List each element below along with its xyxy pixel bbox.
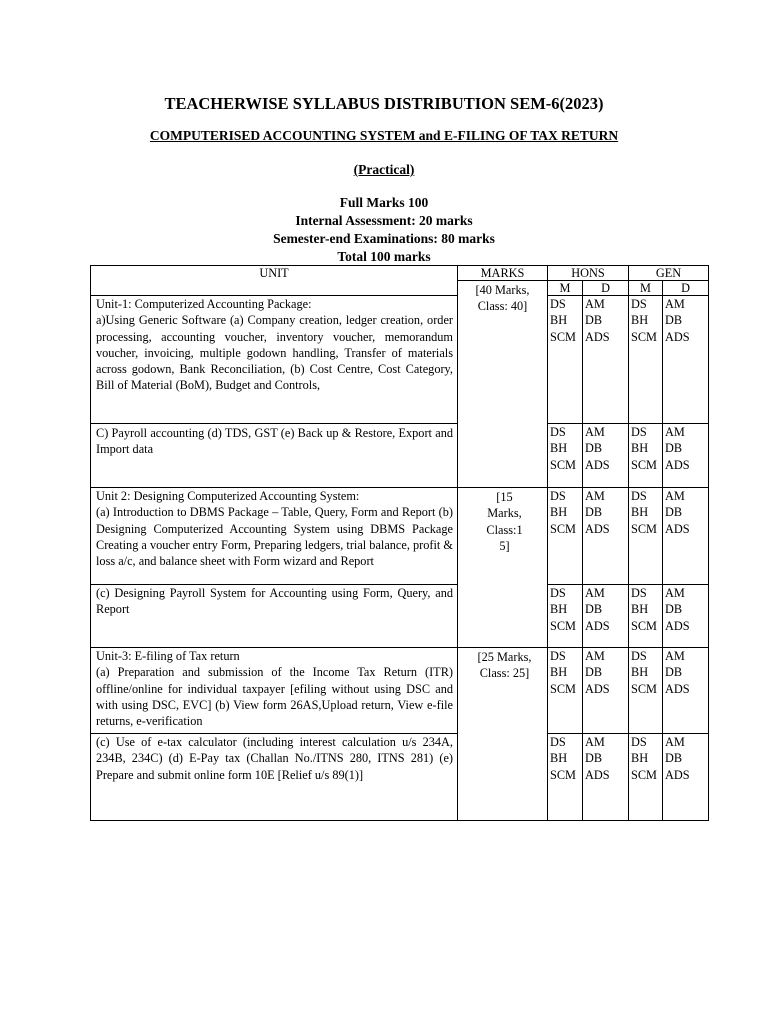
teacher-initials: BH	[550, 751, 568, 766]
teacher-cell	[583, 648, 629, 734]
unit-description: (a) Introduction to DBMS Package – Table, Query, Form and Report (b) Designing Computerized Accounting System using DBMS Package Creating a voucher entry Form, Preparing ledgers, trial balance, profit & loss a/c, and balance sheet with Form wizard and Report	[96, 505, 453, 569]
col-header-gen: GEN	[629, 266, 709, 281]
syllabus-table	[90, 265, 709, 821]
teacher-cell	[663, 648, 709, 734]
teacher-cell	[548, 296, 583, 424]
table-header-row	[91, 266, 709, 281]
teacher-initials: ADS	[585, 329, 610, 344]
teacher-initials: DS	[550, 297, 566, 311]
teacher-cell	[583, 424, 629, 488]
teacher-initials: AM	[665, 425, 685, 439]
teacher-initials: DS	[550, 735, 566, 749]
teacher-initials: SCM	[550, 618, 576, 633]
paper-type: (Practical)	[353, 162, 415, 177]
unit-description: C) Payroll accounting (d) TDS, GST (e) Back up & Restore, Export and Import data	[96, 426, 453, 457]
teacher-initials: DB	[585, 602, 603, 617]
teacher-initials: DS	[550, 489, 566, 503]
teacher-initials: ADS	[665, 618, 690, 633]
teacher-initials: DB	[585, 665, 603, 680]
teacher-cell	[663, 585, 709, 648]
unit-title: Unit-1: Computerized Accounting Package:	[96, 297, 312, 311]
col-header-hons-d: D	[583, 281, 629, 296]
teacher-initials: SCM	[631, 521, 657, 536]
teacher-initials: DB	[585, 751, 603, 766]
teacher-initials: DB	[665, 313, 683, 328]
unit-title: Unit 2: Designing Computerized Accounting System:	[96, 489, 360, 503]
teacher-initials: DS	[631, 586, 647, 600]
teacher-initials: SCM	[631, 618, 657, 633]
teacher-cell	[583, 585, 629, 648]
col-header-hons-m: M	[548, 281, 583, 296]
teacher-initials: BH	[631, 505, 649, 520]
total-marks: Total 100 marks	[337, 249, 431, 264]
teacher-initials: DB	[585, 505, 603, 520]
teacher-cell	[548, 734, 583, 821]
teacher-cell	[629, 488, 663, 585]
teacher-initials: DS	[631, 297, 647, 311]
teacher-initials: BH	[631, 665, 649, 680]
teacher-initials: ADS	[585, 521, 610, 536]
teacher-initials: BH	[550, 313, 568, 328]
teacher-initials: BH	[631, 441, 649, 456]
unit-description: (a) Preparation and submission of the Income Tax Return (ITR) offline/online for individual taxpayer [efiling without using DSC and with using DSC, EVC] (b) View form 26AS,Upload return, View e-file returns, e-verification	[96, 665, 453, 729]
teacher-initials: AM	[665, 649, 685, 663]
unit-cell	[91, 585, 458, 648]
teacher-initials: SCM	[631, 767, 657, 782]
table-row	[91, 585, 709, 648]
semester-end-exam: Semester-end Examinations: 80 marks	[273, 231, 495, 246]
teacher-initials: SCM	[550, 521, 576, 536]
teacher-initials: SCM	[550, 329, 576, 344]
teacher-initials: DS	[631, 425, 647, 439]
document-title: TEACHERWISE SYLLABUS DISTRIBUTION SEM-6(2023)	[164, 94, 604, 113]
teacher-initials: AM	[665, 297, 685, 311]
col-header-hons: HONS	[548, 266, 629, 281]
teacher-cell	[663, 424, 709, 488]
teacher-initials: DB	[665, 602, 683, 617]
teacher-cell	[629, 734, 663, 821]
teacher-initials: DS	[631, 649, 647, 663]
unit-title: Unit-3: E-filing of Tax return	[96, 649, 240, 663]
unit-description: a)Using Generic Software (a) Company creation, ledger creation, order processing, accounting voucher, inventory voucher, memorandum voucher, invoicing, multiple godown handling, Transfer of materials across godown, Bank Reconciliation, (b) Cost Centre, Cost Category, Bill of Material (BoM), Budget and Controls,	[96, 313, 453, 393]
teacher-cell	[629, 585, 663, 648]
teacher-cell	[548, 488, 583, 585]
teacher-initials: ADS	[585, 457, 610, 472]
teacher-initials: ADS	[665, 767, 690, 782]
teacher-initials: BH	[550, 665, 568, 680]
teacher-initials: BH	[631, 313, 649, 328]
teacher-cell	[583, 296, 629, 424]
col-header-gen-d: D	[663, 281, 709, 296]
table-row	[91, 296, 709, 424]
teacher-initials: DB	[585, 441, 603, 456]
teacher-initials: SCM	[631, 457, 657, 472]
teacher-initials: AM	[585, 649, 605, 663]
teacher-initials: DS	[550, 586, 566, 600]
unit-cell	[91, 296, 458, 424]
teacher-initials: AM	[585, 586, 605, 600]
subject-title: COMPUTERISED ACCOUNTING SYSTEM and E-FILING OF TAX RETURN	[149, 128, 619, 143]
teacher-initials: AM	[585, 297, 605, 311]
teacher-initials: ADS	[585, 681, 610, 696]
unit-cell	[91, 488, 458, 585]
teacher-initials: DS	[550, 649, 566, 663]
teacher-initials: ADS	[665, 521, 690, 536]
teacher-initials: SCM	[550, 767, 576, 782]
unit1-marks: [40 Marks, Class: 40]	[458, 281, 548, 488]
teacher-initials: AM	[665, 489, 685, 503]
teacher-cell	[548, 648, 583, 734]
teacher-initials: ADS	[585, 618, 610, 633]
teacher-cell	[548, 424, 583, 488]
col-header-gen-m: M	[629, 281, 663, 296]
teacher-initials: DS	[631, 735, 647, 749]
table-row	[91, 424, 709, 488]
teacher-initials: AM	[585, 489, 605, 503]
teacher-initials: AM	[585, 425, 605, 439]
teacher-cell	[583, 488, 629, 585]
unit-cell	[91, 734, 458, 821]
teacher-initials: AM	[665, 586, 685, 600]
teacher-cell	[629, 296, 663, 424]
table-row	[91, 648, 709, 734]
teacher-initials: DS	[550, 425, 566, 439]
teacher-initials: BH	[631, 602, 649, 617]
col-header-marks: MARKS	[458, 266, 548, 281]
teacher-initials: ADS	[665, 681, 690, 696]
teacher-initials: DS	[631, 489, 647, 503]
teacher-initials: BH	[550, 602, 568, 617]
teacher-initials: SCM	[631, 681, 657, 696]
full-marks: Full Marks 100	[339, 195, 429, 210]
teacher-initials: ADS	[585, 767, 610, 782]
teacher-initials: SCM	[550, 681, 576, 696]
teacher-cell	[663, 296, 709, 424]
teacher-initials: AM	[665, 735, 685, 749]
teacher-cell	[629, 424, 663, 488]
table-row	[91, 734, 709, 821]
unit-description: (c) Use of e-tax calculator (including interest calculation u/s 234A, 234B, 234C) (d) E-Pay tax (Challan No./ITNS 280, ITNS 281) (e) Prepare and submit online form 10E [Relief u/s 89(1)]	[96, 735, 453, 782]
teacher-initials: DB	[665, 505, 683, 520]
unit3-marks: [25 Marks, Class: 25]	[458, 648, 548, 821]
teacher-initials: DB	[585, 313, 603, 328]
table-row	[91, 488, 709, 585]
unit-cell	[91, 424, 458, 488]
teacher-cell	[548, 585, 583, 648]
teacher-cell	[663, 734, 709, 821]
teacher-cell	[629, 648, 663, 734]
teacher-cell	[583, 734, 629, 821]
unit-description: (c) Designing Payroll System for Accounting using Form, Query, and Report	[96, 586, 453, 617]
teacher-initials: SCM	[550, 457, 576, 472]
teacher-initials: BH	[550, 441, 568, 456]
teacher-initials: AM	[585, 735, 605, 749]
teacher-initials: DB	[665, 441, 683, 456]
teacher-initials: ADS	[665, 329, 690, 344]
teacher-initials: DB	[665, 751, 683, 766]
unit-cell	[91, 648, 458, 734]
teacher-initials: SCM	[631, 329, 657, 344]
teacher-initials: BH	[550, 505, 568, 520]
teacher-cell	[663, 488, 709, 585]
unit2-marks: [15 Marks, Class:1 5]	[458, 488, 548, 648]
teacher-initials: BH	[631, 751, 649, 766]
col-header-unit: UNIT	[91, 266, 458, 296]
teacher-initials: ADS	[665, 457, 690, 472]
internal-assessment: Internal Assessment: 20 marks	[295, 213, 473, 228]
teacher-initials: DB	[665, 665, 683, 680]
